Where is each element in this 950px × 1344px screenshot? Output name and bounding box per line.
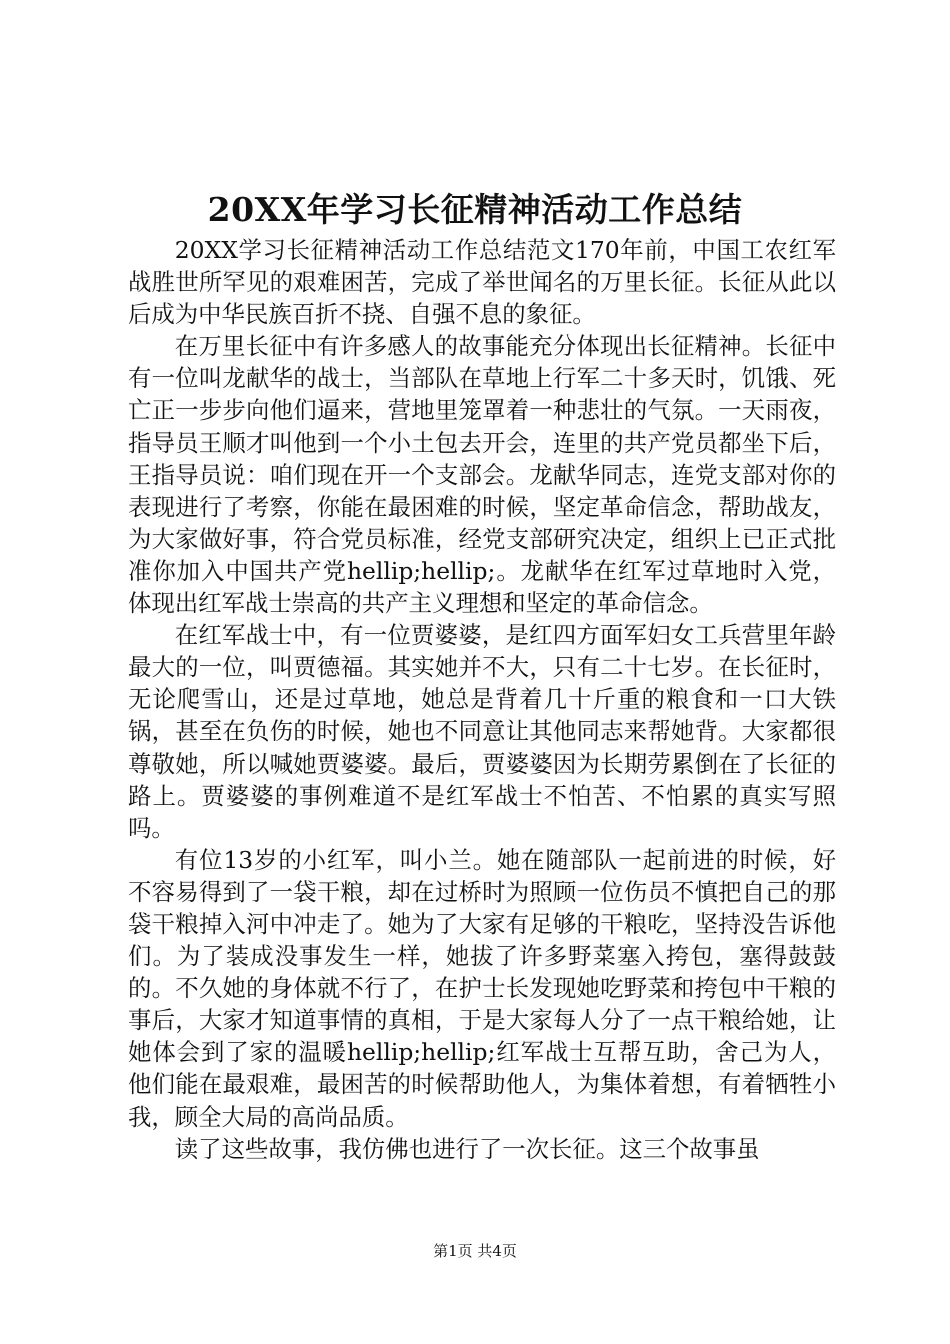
paragraph-xiao-lan: 有位13岁的小红军，叫小兰。她在随部队一起前进的时候，好不容易得到了一袋干粮，却在过桥时为照顾一位伤员不慎把自己的那袋干粮掉入河中冲走了。她为了大家有足够的干粮吃，坚持没告诉他们。为了装成没事发生一样，她拔了许多野菜塞入挎包，塞得鼓鼓的。不久她的身体就不行了，在护士长发现她吃野菜和挎包中干粮的事后，大家才知道事情的真相，于是大家每人分了一点干粮给她，让她体会到了家的温暖hellip;hellip;红军战士互帮互助，舍己为人，他们能在最艰难，最困苦的时候帮助他人，为集体着想，有着牺牲小我，顾全大局的高尚品质。 — [128, 845, 836, 1131]
paragraph-intro: 20XX学习长征精神活动工作总结范文170年前，中国工农红军战胜世所罕见的艰难困苦，完成了举世闻名的万里长征。长征从此以后成为中华民族百折不挠、自强不息的象征。 — [128, 236, 836, 329]
paragraph-long-xianhua: 在万里长征中有许多感人的故事能充分体现出长征精神。长征中有一位叫龙献华的战士，当部队在草地上行军二十多天时，饥饿、死亡正一步步向他们逼来，营地里笼罩着一种悲壮的气氛。一天雨夜，指导员王顺才叫他到一个小土包去开会，连里的共产党员都坐下后，王指导员说：咱们现在开一个支部会。龙献华同志，连党支部对你的表现进行了考察，你能在最困难的时候，坚定革命信念，帮助战友，为大家做好事，符合党员标准，经党支部研究决定，组织上已正式批准你加入中国共产党hellip;hellip;。龙献华在红军过草地时入党，体现出红军战士崇高的共产主义理想和坚定的革命信念。 — [128, 332, 836, 618]
paragraph-jia-popo: 在红军战士中，有一位贾婆婆，是红四方面军妇女工兵营里年龄最大的一位，叫贾德福。其实她并不大，只有二十七岁。在长征时，无论爬雪山，还是过草地，她总是背着几十斤重的粮食和一口大铁锅，甚至在负伤的时候，她也不同意让其他同志来帮她背。大家都很尊敬她，所以喊她贾婆婆。最后，贾婆婆因为长期劳累倒在了长征的路上。贾婆婆的事例难道不是红军战士不怕苦、不怕累的真实写照吗。 — [128, 621, 836, 842]
page-footer: 第1页 共4页 — [433, 1242, 517, 1260]
paragraph-reflection: 读了这些故事，我仿佛也进行了一次长征。这三个故事虽 — [174, 1134, 760, 1163]
document-body — [128, 234, 836, 1165]
document-title: 20XX年学习长征精神活动工作总结 — [207, 190, 743, 229]
